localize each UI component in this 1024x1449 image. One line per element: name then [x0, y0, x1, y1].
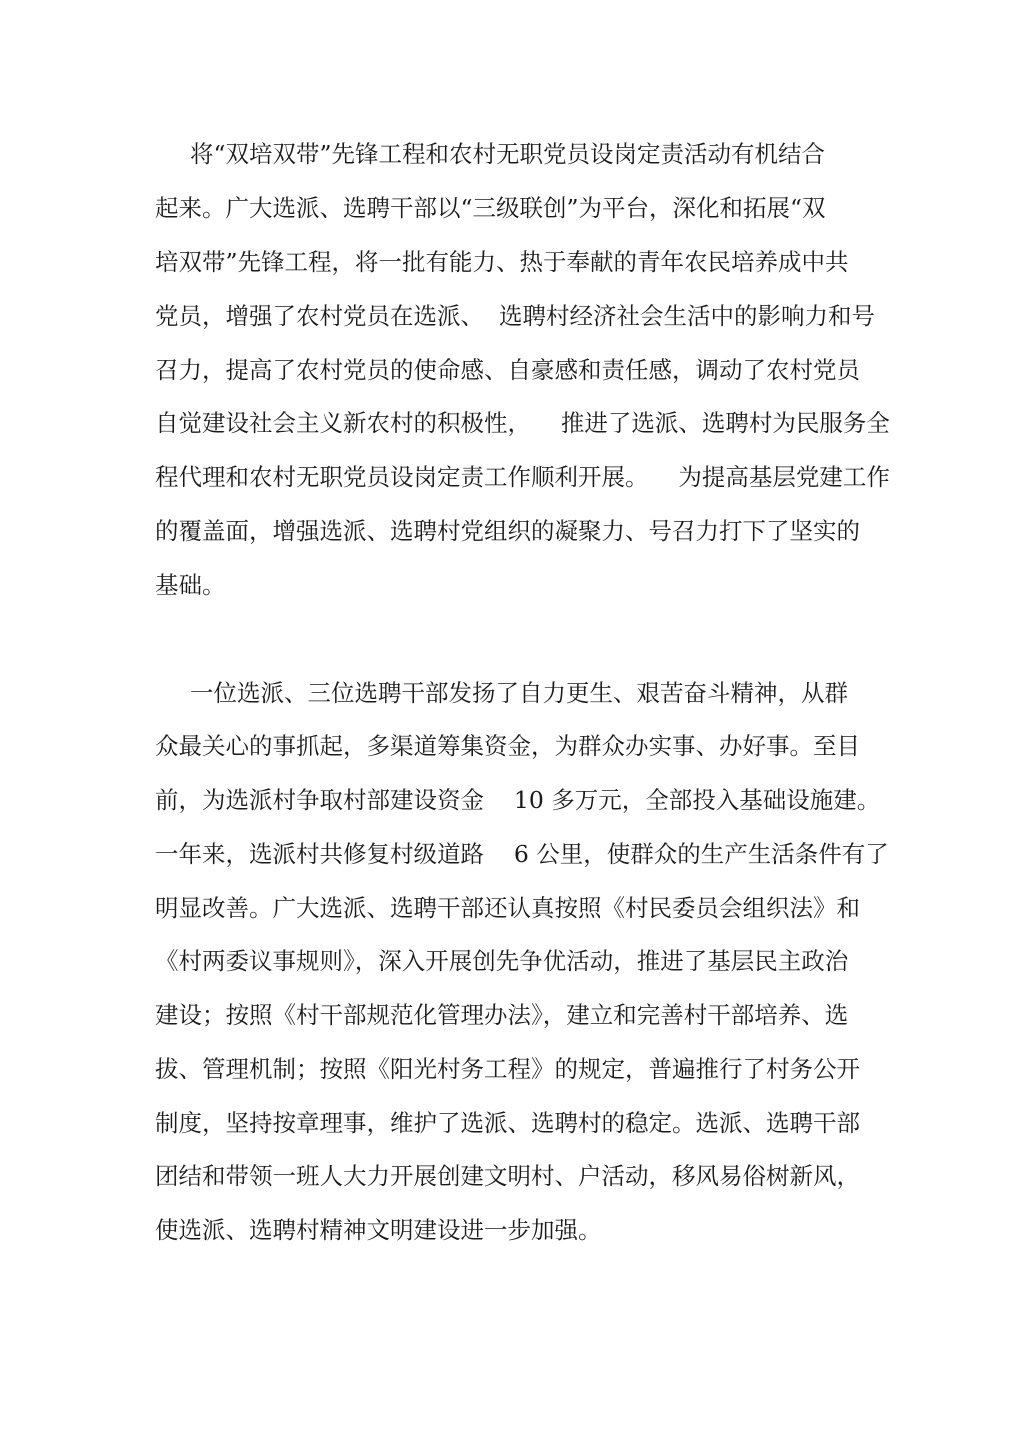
paragraph-line: 使选派、选聘村精神文明建设进一步加强。 — [155, 1216, 602, 1244]
paragraph-line: 《村两委议事规则》，深入开展创先争优活动，推进了基层民主政治 — [155, 947, 849, 975]
paragraph-line: 培双带”先锋工程，将一批有能力、热于奉献的青年农民培养成中共 — [155, 248, 849, 276]
paragraph-line: 一年来，选派村共修复村级道路 6 公里，使群众的生产生活条件有了 — [155, 840, 889, 868]
paragraph-line: 一位选派、三位选聘干部发扬了自力更生、艰苦奋斗精神，从群 — [190, 679, 848, 707]
paragraph-line: 众最关心的事抓起，多渠道筹集资金，为群众办实事、办好事。至目 — [155, 732, 860, 760]
paragraph-line: 将“双培双带”先锋工程和农村无职党员设岗定责活动有机结合 — [190, 140, 826, 168]
paragraph-line: 基础。 — [155, 571, 226, 599]
paragraph-line: 团结和带领一班人大力开展创建文明村、户活动，移风易俗树新风， — [155, 1162, 860, 1190]
paragraph-line: 程代理和农村无职党员设岗定责工作顺利开展。 为提高基层党建工作 — [155, 463, 890, 491]
paragraph-line: 起来。广大选派、选聘干部以“三级联创”为平台，深化和拓展“双 — [155, 194, 826, 222]
paragraph-line: 制度，坚持按章理事，维护了选派、选聘村的稳定。选派、选聘干部 — [155, 1109, 860, 1137]
paragraph-line: 党员，增强了农村党员在选派、 选聘村经济社会生活中的影响力和号 — [155, 302, 875, 330]
paragraph-line: 自觉建设社会主义新农村的积极性， 推进了选派、选聘村为民服务全 — [155, 409, 890, 437]
paragraph-line: 召力，提高了农村党员的使命感、自豪感和责任感，调动了农村党员 — [155, 356, 860, 384]
paragraph-line: 前，为选派村争取村部建设资金 10 多万元，全部投入基础设施建。 — [155, 786, 881, 814]
paragraph-line: 的覆盖面，增强选派、选聘村党组织的凝聚力、号召力打下了坚实的 — [155, 517, 860, 545]
paragraph-line: 拔、管理机制；按照《阳光村务工程》的规定，普遍推行了村务公开 — [155, 1055, 860, 1083]
paragraph-line: 建设；按照《村干部规范化管理办法》，建立和完善村干部培养、选 — [155, 1001, 849, 1029]
paragraph-line: 明显改善。广大选派、选聘干部还认真按照《村民委员会组织法》和 — [155, 894, 860, 922]
